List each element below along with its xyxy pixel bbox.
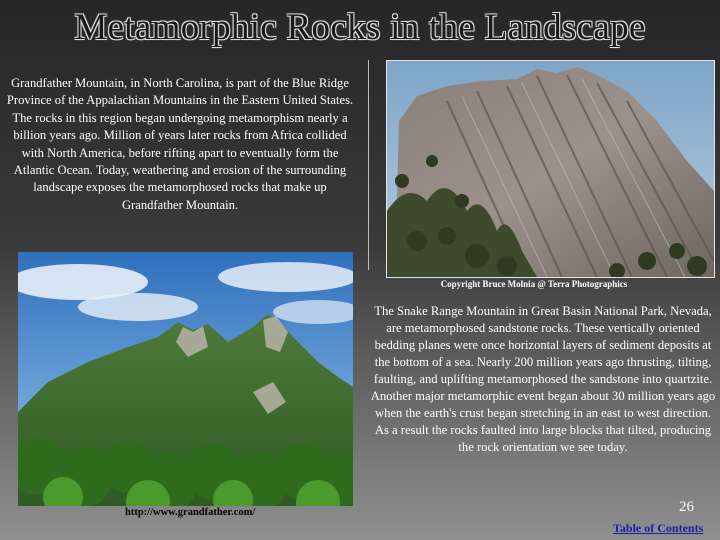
page-number: 26	[679, 499, 694, 515]
source-url[interactable]: http://www.grandfather.com/	[125, 507, 256, 518]
snake-range-description: The Snake Range Mountain in Great Basin National Park, Nevada, are metamorphosed sandstone rocks. These vertically oriented bedding planes were once horizontal layers of sediment deposits at the bottom of a sea. Nearly 200 million years ago thrusting, tilting, faulting, and uplifting metamorphosed the sandstone into quartzite. Another major metamorphic event began about 30 million years ago when the earth's crust began stretching in an east to west direction. As a result the rocks faulted into large blocks that tilted, producing the rock orientation we see today.	[370, 304, 716, 454]
column-divider	[368, 60, 369, 270]
grandfather-mountain-photo	[18, 252, 353, 506]
grandfather-mountain-description: Grandfather Mountain, in North Carolina, is part of the Blue Ridge Province of the Appalachian Mountains in the Eastern United States. The rocks in this region began undergoing metamorphism nearly a billion years ago. Million of years later rocks from Africa collided with North America, before rifting apart to eventually form the Atlantic Ocean. Today, weathering and erosion of the surrounding landscape exposes the metamorphosed rocks that make up Grandfather Mountain.	[6, 76, 354, 212]
snake-range-photo	[386, 60, 715, 278]
photo-copyright: Copyright Bruce Molnia @ Terra Photographics	[440, 279, 628, 289]
slide-title: Metamorphic Rocks in the Landscape	[74, 7, 646, 48]
table-of-contents-link[interactable]: Table of Contents	[613, 521, 704, 535]
